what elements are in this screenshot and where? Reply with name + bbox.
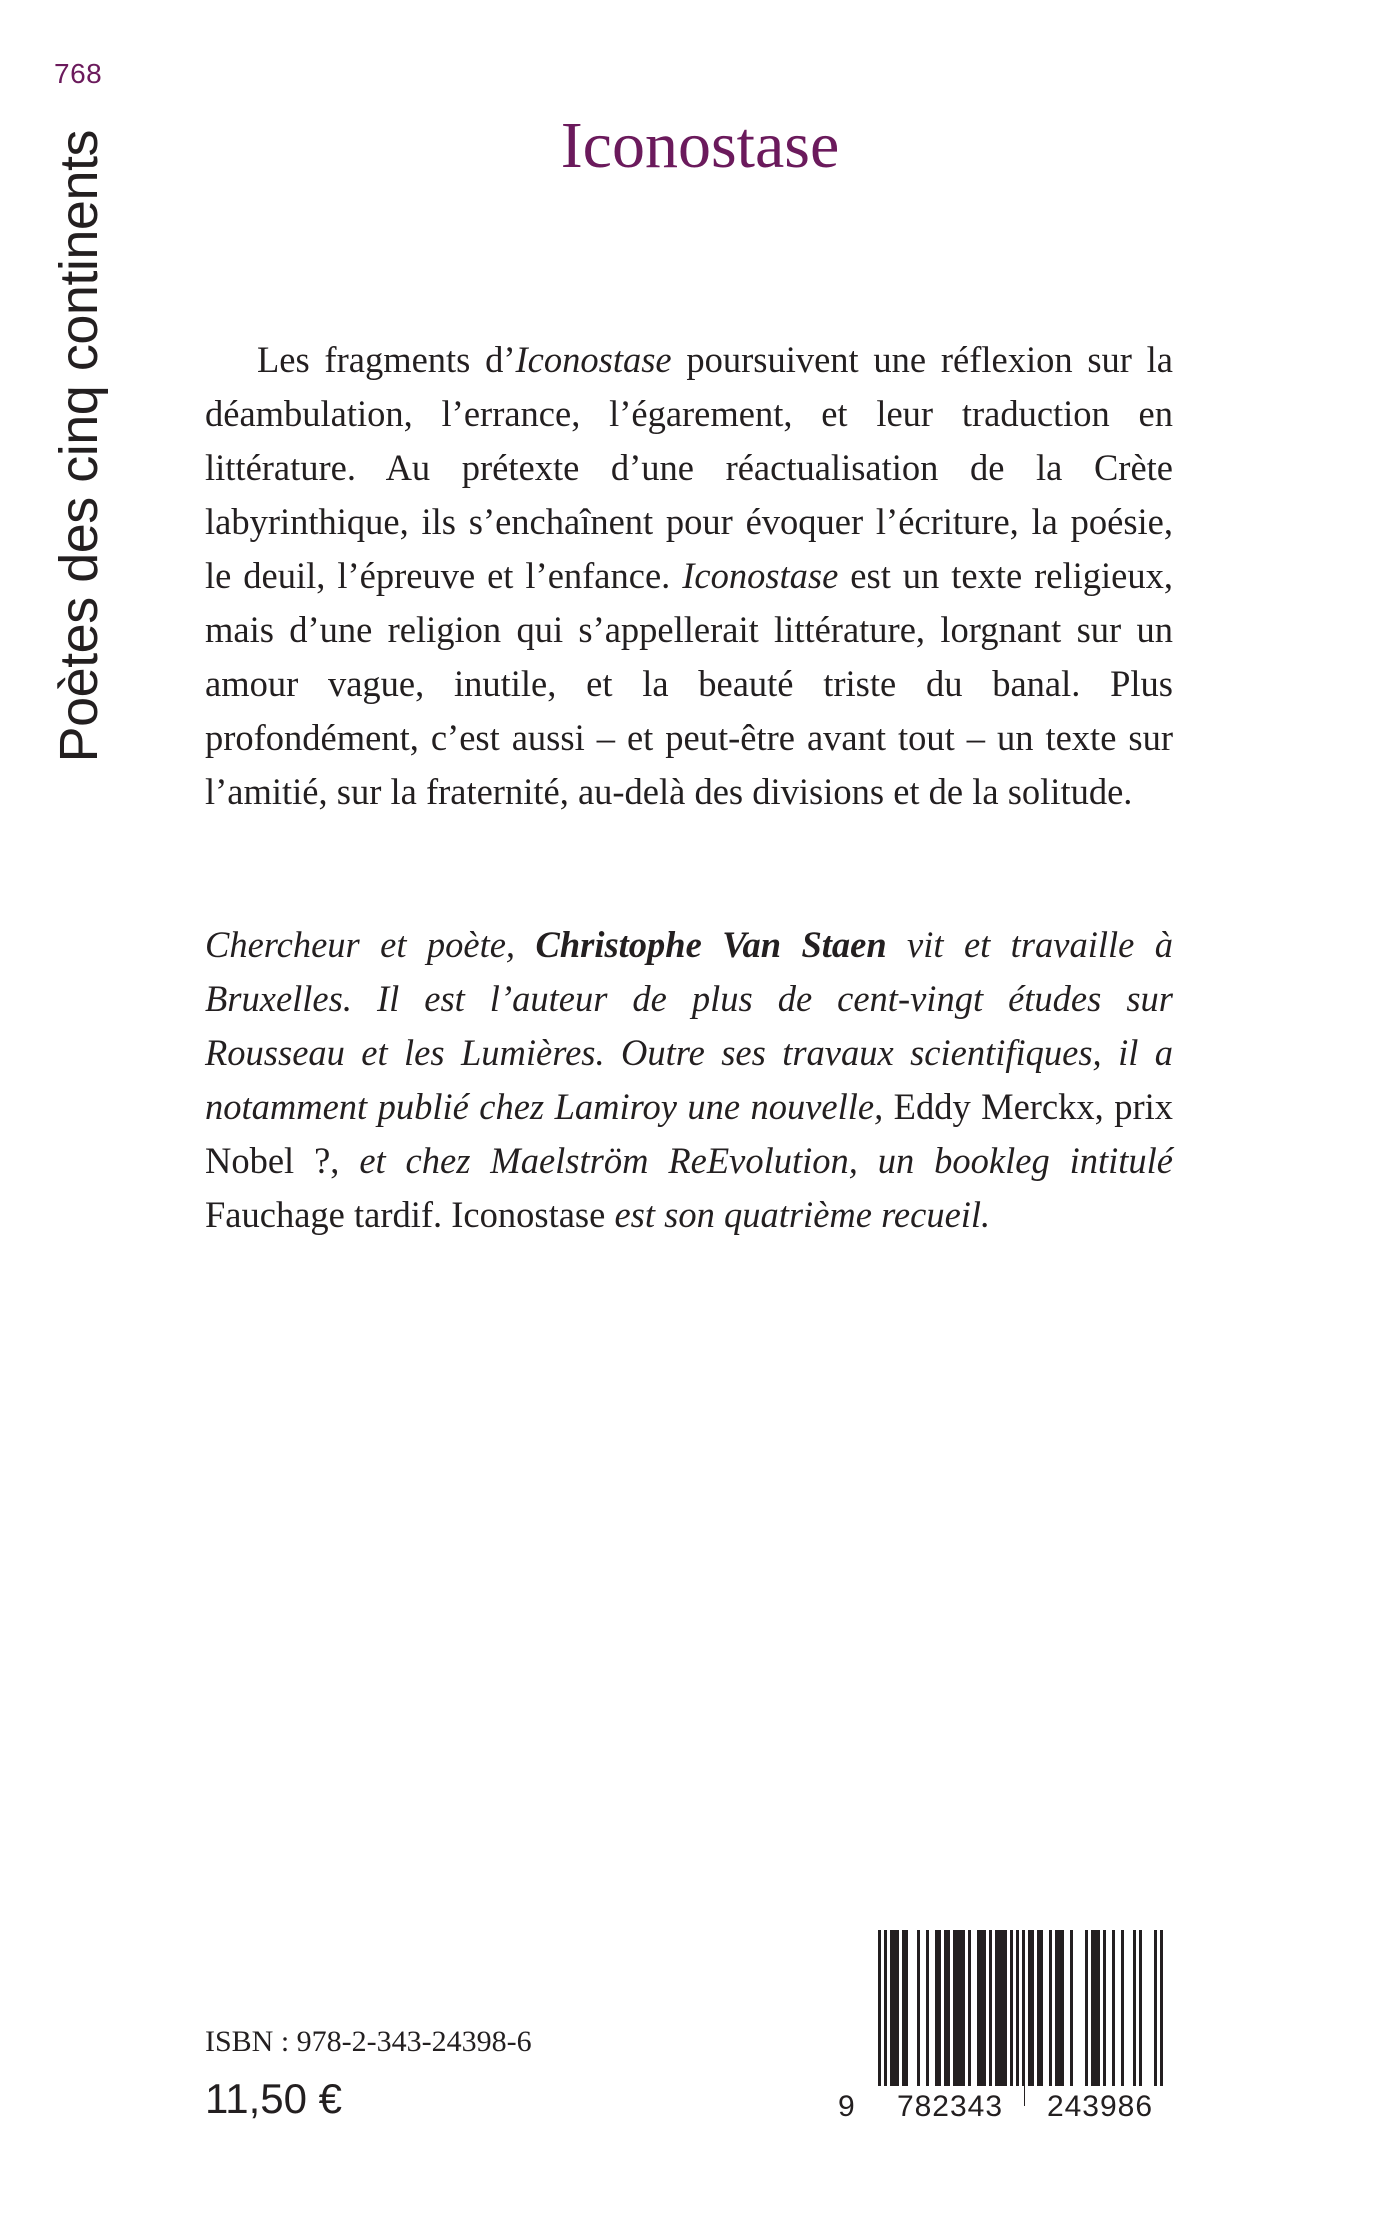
book-title: Iconostase <box>560 109 840 182</box>
barcode-bar <box>968 1930 971 2086</box>
barcode <box>838 1930 1183 2106</box>
barcode-bar <box>1061 1930 1064 2086</box>
barcode-bar <box>1028 1930 1031 2086</box>
barcode-bar <box>884 1930 887 2106</box>
barcode-bar <box>1049 1930 1052 2086</box>
summary-text: est un texte religieux, mais d’une religion qui s’appellerait littérature, lorgnant sur un amour vague, inutile, et la beauté triste du banal. Plus profondément, c’est aussi – et peut-être avant tout – un texte sur l’amitié, sur la fraternité, au-delà des divisions et de la solitude. <box>205 555 1173 812</box>
summary-paragraph <box>205 333 1173 819</box>
barcode-bar <box>893 1930 896 2086</box>
barcode-bar <box>890 1930 893 2086</box>
barcode-bars <box>838 1930 1183 2106</box>
barcode-bar <box>947 1930 950 2086</box>
series-spine <box>45 130 113 850</box>
barcode-bar <box>1022 1930 1025 2106</box>
barcode-first-digit: 9 <box>838 2090 855 2123</box>
barcode-bar <box>878 1930 881 2106</box>
barcode-bar <box>926 1930 929 2086</box>
summary-title-ref: Iconostase <box>682 555 839 596</box>
barcode-bar <box>944 1930 947 2086</box>
barcode-bar <box>977 1930 980 2086</box>
collection-number: 768 <box>54 58 103 89</box>
barcode-bar <box>1058 1930 1061 2086</box>
isbn: ISBN : 978-2-343-24398-6 <box>205 2025 532 2058</box>
author-bio <box>205 918 1173 1242</box>
barcode-bar <box>953 1930 956 2086</box>
barcode-bar <box>983 1930 986 2086</box>
author-name: Christophe Van Staen <box>535 924 887 965</box>
barcode-bar <box>1160 1930 1163 2106</box>
barcode-bar <box>1001 1930 1004 2086</box>
price: 11,50 € <box>205 2075 343 2122</box>
barcode-bar <box>902 1930 905 2086</box>
barcode-bar <box>1040 1930 1043 2086</box>
barcode-right-digits: 243986 <box>1046 2090 1154 2123</box>
barcode-bar <box>1112 1930 1115 2086</box>
barcode-bar <box>1103 1930 1106 2086</box>
bio-work-title: Eddy Merckx, prix Nobel ?, <box>205 1086 1173 1181</box>
barcode-bar <box>905 1930 908 2086</box>
barcode-bar <box>1016 1930 1019 2106</box>
barcode-bar <box>956 1930 959 2086</box>
barcode-bar <box>1097 1930 1100 2086</box>
barcode-bar <box>1121 1930 1124 2086</box>
bio-text: vit et travaille à Bruxelles. Il est l’auteur de plus de cent-vingt études sur Rousseau et les Lumières. Outre ses travaux scientifiques, il a notamment publié chez Lamiroy une nouvelle, <box>205 924 1174 1127</box>
barcode-bar <box>896 1930 899 2086</box>
barcode-bar <box>962 1930 965 2086</box>
barcode-bar <box>959 1930 962 2086</box>
bio-text: est son quatrième recueil. <box>605 1194 991 1235</box>
barcode-bar <box>998 1930 1001 2086</box>
summary-text: Les fragments d’ <box>257 339 516 380</box>
barcode-bar <box>1139 1930 1142 2086</box>
barcode-bar <box>917 1930 920 2086</box>
barcode-bar <box>1094 1930 1097 2086</box>
bio-work-title: Fauchage tardif. Iconostase <box>205 1194 606 1235</box>
barcode-bar <box>1004 1930 1007 2086</box>
summary-text: poursuivent une réflexion sur la déambulation, l’errance, l’égarement, et leur traduction en littérature. Au prétexte d’une réactualisation de la Crète labyrinthique, ils s’enchaînent pour évoquer l’écriture, la poésie, le deuil, l’épreuve et l’enfance. <box>205 339 1173 596</box>
bio-text: Chercheur et poète, <box>205 924 536 965</box>
barcode-bar <box>1154 1930 1157 2106</box>
summary-title-ref: Iconostase <box>515 339 672 380</box>
barcode-bar <box>1010 1930 1013 2086</box>
barcode-bar <box>935 1930 938 2086</box>
barcode-bar <box>1037 1930 1040 2086</box>
barcode-bar <box>938 1930 941 2086</box>
barcode-bar <box>1085 1930 1088 2086</box>
barcode-bar <box>1133 1930 1136 2086</box>
barcode-bar <box>1055 1930 1058 2086</box>
barcode-bar <box>1091 1930 1094 2086</box>
barcode-bar <box>1031 1930 1034 2086</box>
series-title: Poètes des cinq continents <box>49 130 109 763</box>
barcode-bar <box>995 1930 998 2086</box>
barcode-bar <box>980 1930 983 2086</box>
barcode-bar <box>1070 1930 1073 2086</box>
bio-text: et chez Maelström ReEvolution, un bookleg intitulé <box>339 1140 1173 1181</box>
barcode-left-digits: 782343 <box>896 2090 1004 2123</box>
barcode-bar <box>989 1930 992 2086</box>
